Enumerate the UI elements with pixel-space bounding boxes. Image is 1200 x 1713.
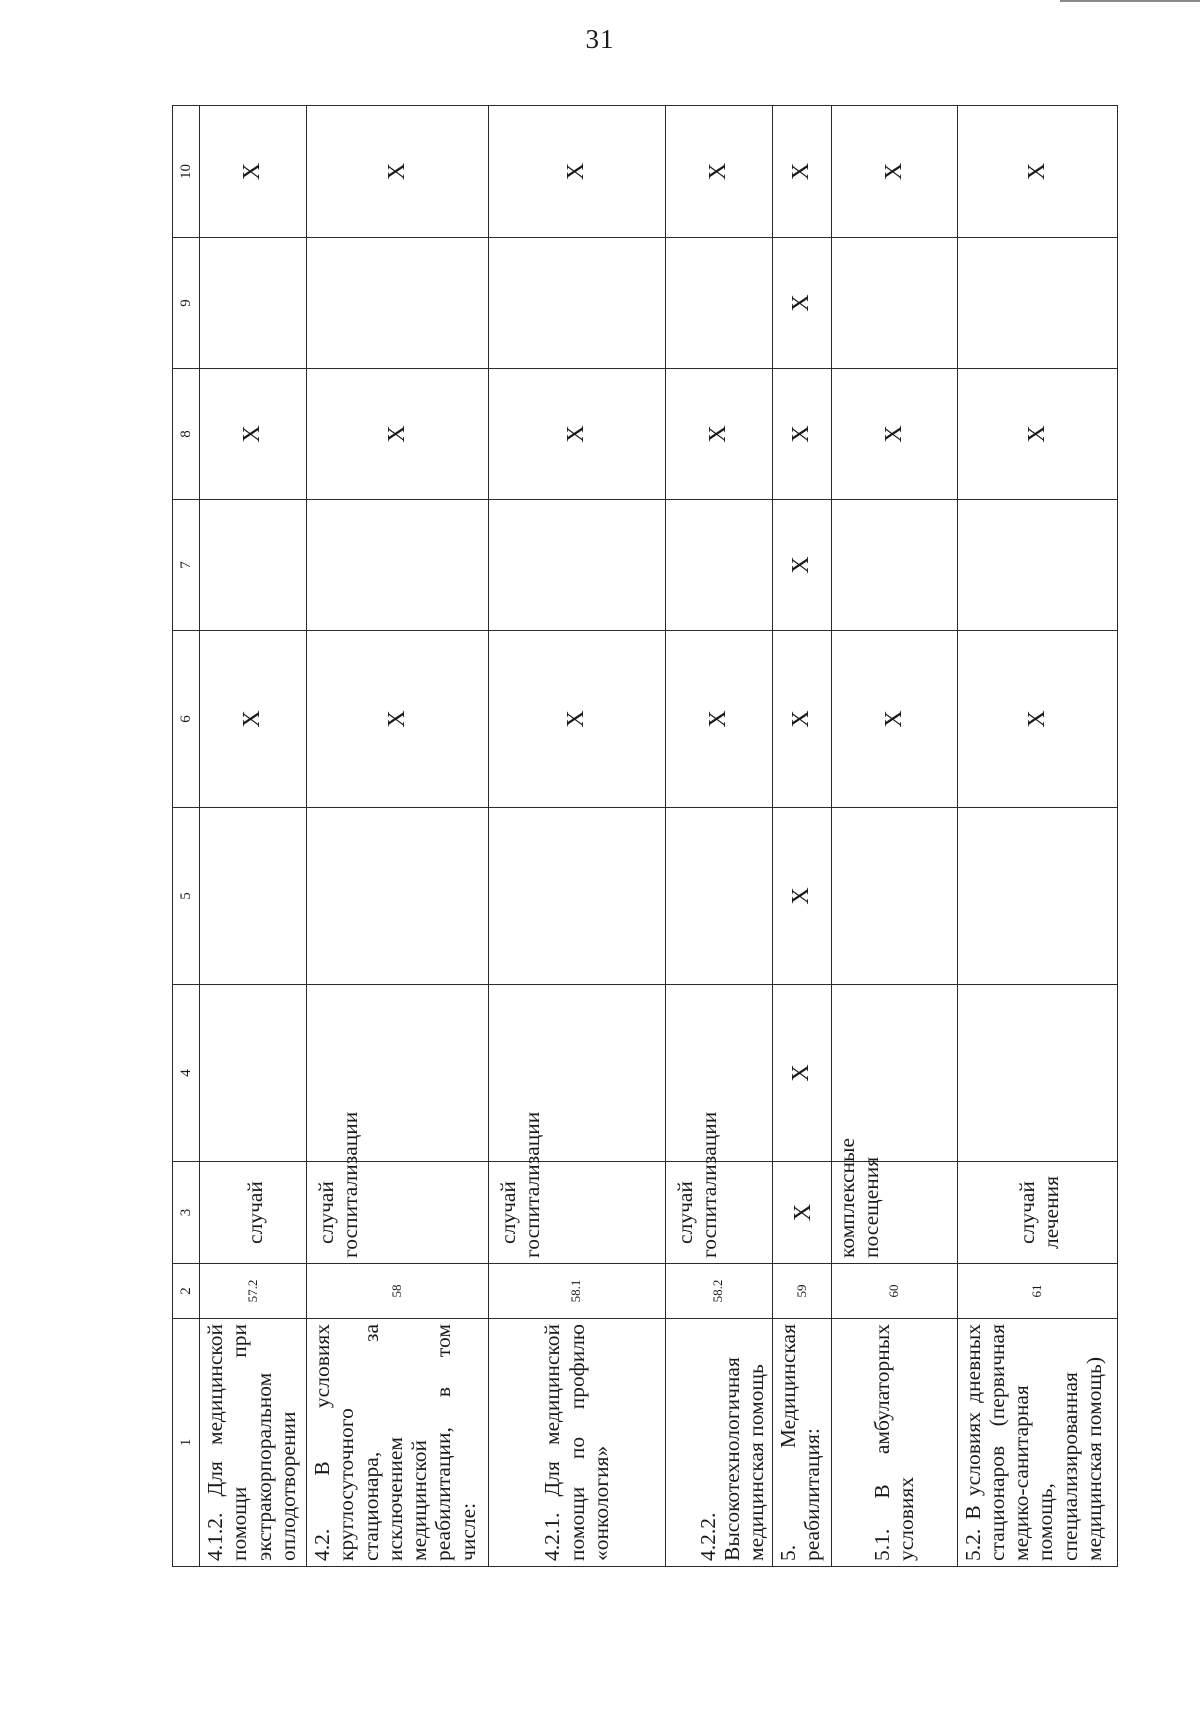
column-number: 1: [173, 1319, 200, 1567]
cell-col-10: X: [488, 106, 665, 238]
row-name: 5.2. В условиях дневных стационаров (первичная медико-санитарная помощь, специализированная медицинская помощь): [957, 1319, 1117, 1567]
cell-col-4: [307, 985, 489, 1162]
cell-col-8: X: [665, 369, 772, 500]
cell-col-7: [832, 500, 957, 631]
cell-col-4: [200, 985, 307, 1162]
row-name: 5.1. В амбулаторных условиях: [832, 1319, 957, 1567]
row-unit: случай лечения: [957, 1162, 1117, 1264]
cell-col-7: [665, 500, 772, 631]
table-row: [307, 106, 489, 1567]
cell-col-6: X: [200, 631, 307, 808]
row-code: 57.2: [200, 1264, 307, 1319]
cell-col-8: X: [200, 369, 307, 500]
row-unit: комплексные посещения: [832, 1162, 957, 1264]
row-name: 4.1.2. Для медицинской помощи при экстракорпоральном оплодотворении: [200, 1319, 307, 1567]
column-number: 5: [173, 808, 200, 985]
cell-col-8: X: [957, 369, 1117, 500]
cell-col-7: [488, 500, 665, 631]
table-row: [488, 106, 665, 1567]
column-number: 2: [173, 1264, 200, 1319]
cell-col-5: [832, 808, 957, 985]
cell-col-4: [488, 985, 665, 1162]
cell-col-6: X: [488, 631, 665, 808]
row-name: 4.2. В условиях круглосуточного стационара, за исключением медицинской реабилитации, в том числе:: [307, 1319, 489, 1567]
table-row: [957, 106, 1117, 1567]
row-name: 4.2.1. Для медицинской помощи по профилю «онкология»: [488, 1319, 665, 1567]
cell-col-10: X: [307, 106, 489, 238]
column-number: 6: [173, 631, 200, 808]
row-code: 61: [957, 1264, 1117, 1319]
cell-col-6: X: [307, 631, 489, 808]
cell-col-5: X: [772, 808, 832, 985]
row-code: 59: [772, 1264, 832, 1319]
cell-col-6: X: [665, 631, 772, 808]
table-row: [832, 106, 957, 1567]
column-number-row: [173, 106, 200, 1567]
row-name: 5. Медицинская реабилитация:: [772, 1319, 832, 1567]
cell-col-10: X: [665, 106, 772, 238]
table-row: [772, 106, 832, 1567]
cell-col-6: X: [772, 631, 832, 808]
cell-col-9: [957, 238, 1117, 369]
row-unit: случай: [200, 1162, 307, 1264]
column-number: 7: [173, 500, 200, 631]
cell-col-7: [307, 500, 489, 631]
row-unit: X: [772, 1162, 832, 1264]
cell-col-4: X: [772, 985, 832, 1162]
cell-col-4: [832, 985, 957, 1162]
cell-col-5: [665, 808, 772, 985]
row-code: 58.1: [488, 1264, 665, 1319]
cell-col-8: X: [772, 369, 832, 500]
rotated-table-container: [172, 106, 1118, 1567]
data-table: [172, 105, 1118, 1567]
cell-col-6: X: [957, 631, 1117, 808]
column-number: 8: [173, 369, 200, 500]
cell-col-7: [957, 500, 1117, 631]
table-row: [200, 106, 307, 1567]
cell-col-5: [307, 808, 489, 985]
cell-col-9: [665, 238, 772, 369]
cell-col-10: X: [200, 106, 307, 238]
row-code: 58.2: [665, 1264, 772, 1319]
column-number: 4: [173, 985, 200, 1162]
column-number: 10: [173, 106, 200, 238]
cell-col-7: X: [772, 500, 832, 631]
cell-col-9: [832, 238, 957, 369]
cell-col-9: [488, 238, 665, 369]
cell-col-9: [307, 238, 489, 369]
column-number: 9: [173, 238, 200, 369]
row-unit: случай госпитализации: [307, 1162, 489, 1264]
cell-col-10: X: [832, 106, 957, 238]
cell-col-6: X: [832, 631, 957, 808]
row-unit: случай госпитализации: [488, 1162, 665, 1264]
cell-col-8: X: [832, 369, 957, 500]
cell-col-10: X: [957, 106, 1117, 238]
cell-col-7: [200, 500, 307, 631]
cell-col-8: X: [488, 369, 665, 500]
cell-col-9: [200, 238, 307, 369]
cell-col-8: X: [307, 369, 489, 500]
row-code: 58: [307, 1264, 489, 1319]
page-number: 31: [585, 24, 615, 54]
cell-col-5: [200, 808, 307, 985]
cell-col-10: X: [772, 106, 832, 238]
row-name: 4.2.2. Высокотехнологичная медицинская помощь: [665, 1319, 772, 1567]
cell-col-5: [488, 808, 665, 985]
row-unit: случай госпитализации: [665, 1162, 772, 1264]
scan-edge-mark: [1060, 0, 1200, 2]
cell-col-5: [957, 808, 1117, 985]
table-row: [665, 106, 772, 1567]
cell-col-4: [957, 985, 1117, 1162]
column-number: 3: [173, 1162, 200, 1264]
cell-col-9: X: [772, 238, 832, 369]
row-code: 60: [832, 1264, 957, 1319]
